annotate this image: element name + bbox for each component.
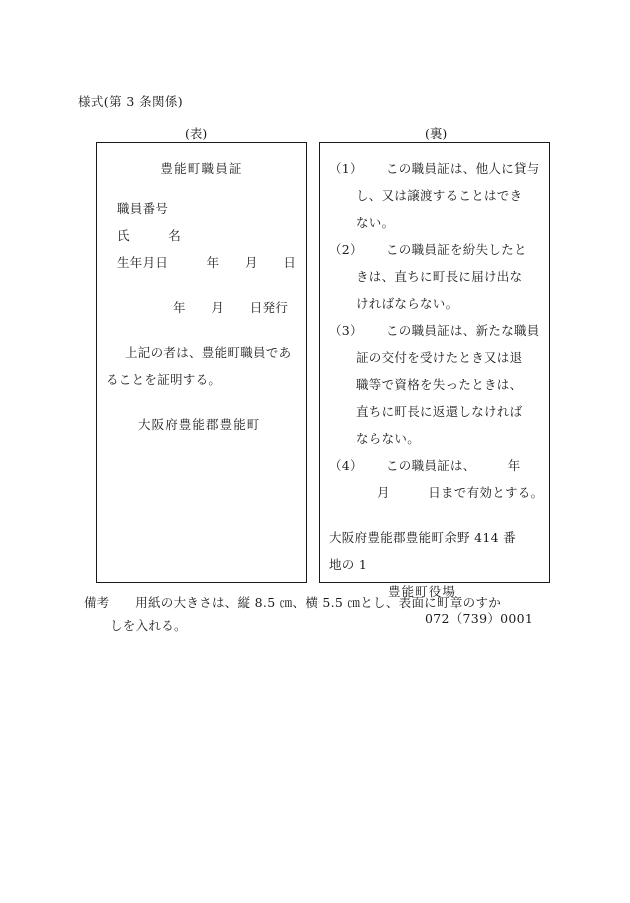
- back-address-line-2: 地の 1: [329, 557, 368, 572]
- back-item-2-line-2: きは、直ちに町長に届け出な: [356, 269, 523, 284]
- back-item-3-line-4: 直ちに町長に返還しなければ: [356, 404, 523, 419]
- back-item-3-line-3: 職等で資格を失ったときは、: [356, 377, 523, 392]
- back-item-3-number: （3）: [329, 323, 363, 338]
- back-item-3-line-1: この職員証は、新たな職員: [386, 323, 540, 338]
- field-employee-number: 職員番号: [117, 201, 169, 216]
- certification-line-1: 上記の者は、豊能町職員であ: [125, 345, 292, 360]
- back-address-line-1: 大阪府豊能郡豊能町余野 414 番: [329, 530, 516, 545]
- back-item-3-line-2: 証の交付を受けたとき又は退: [356, 350, 523, 365]
- back-item-4-number: （4）: [329, 458, 363, 473]
- back-item-1-line-2: し、又は譲渡することはでき: [356, 188, 523, 203]
- field-name: 氏 名: [117, 228, 182, 243]
- back-item-1-line-1: この職員証は、他人に貸与: [386, 161, 540, 176]
- certification-line-2: ることを証明する。: [106, 372, 222, 387]
- id-card-back: [319, 142, 550, 626]
- remark-line-1: 備考 用紙の大きさは、縦 8.5 ㎝、横 5.5 ㎝とし、表面に町章のすか: [84, 595, 502, 610]
- back-item-4-line-2: 月 日まで有効とする。: [377, 485, 544, 500]
- issuer-name: 大阪府豊能郡豊能町: [138, 417, 261, 432]
- back-item-2-number: （2）: [329, 242, 363, 257]
- page-title: 様式(第 3 条関係): [78, 94, 184, 109]
- field-birthdate: 生年月日 年 月 日: [117, 255, 297, 270]
- remark-line-2: しを入れる。: [110, 618, 187, 633]
- back-item-4-line-1: この職員証は、 年: [386, 458, 521, 473]
- back-item-1-number: （1）: [329, 161, 363, 176]
- back-item-3-line-5: ならない。: [356, 431, 421, 446]
- id-card-front: [96, 142, 307, 583]
- back-phone-number: 072（739）0001: [425, 611, 534, 626]
- field-issue-date: 年 月 日発行: [173, 300, 289, 315]
- label-front-side: (表): [185, 126, 208, 141]
- card-front-title: 豊能町職員証: [160, 161, 243, 176]
- label-back-side: (裏): [425, 126, 448, 141]
- back-item-2-line-1: この職員証を紛失したと: [386, 242, 527, 257]
- back-office-name: 豊能町役場: [388, 584, 457, 599]
- back-item-2-line-3: ければならない。: [356, 296, 459, 311]
- back-item-1-line-3: ない。: [356, 215, 395, 230]
